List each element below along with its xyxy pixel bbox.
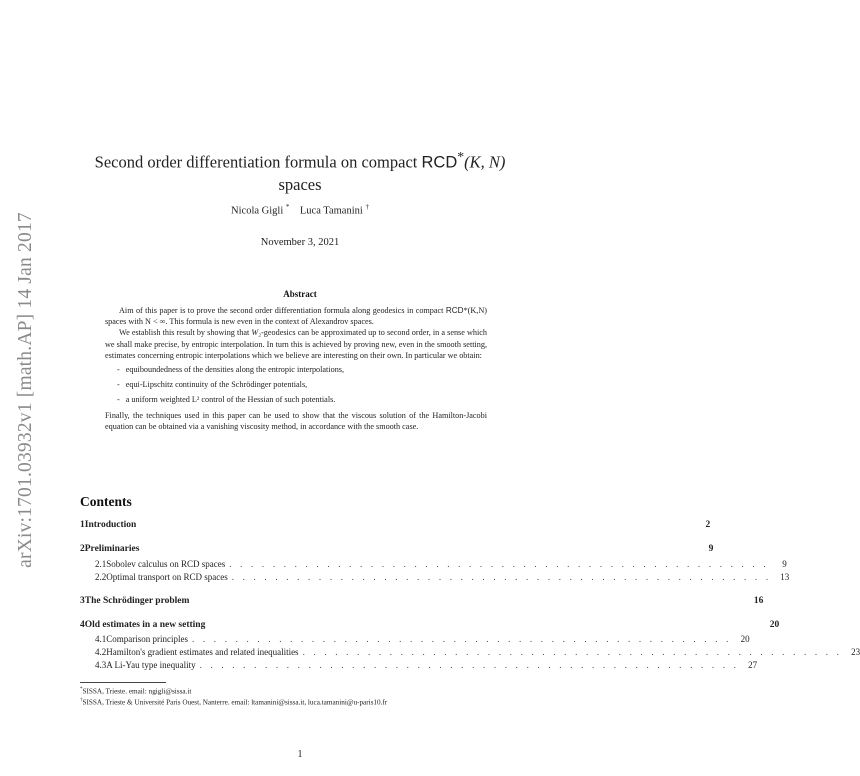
abstract-p2b: -geodesics can be approximated up to second order, in a sense which we shall make precise, by entropic interpolation. In turn this is achieved by proving new, even in the smooth setting, estimates concerning entropic interpolations which we believe are interesting on their own. In particular we obtain: xyxy=(105,328,487,360)
abstract-heading: Abstract xyxy=(283,289,317,299)
footnote-2-text: SISSA, Trieste & Université Paris Ouest, Nanterre. email: ltamanini@sissa.it, luca.tamanini@u-paris10.fr xyxy=(82,698,388,707)
toc-label: A Li-Yau type inequality xyxy=(106,660,196,670)
author-tamanini-mark: † xyxy=(365,203,369,211)
arxiv-identifier: arXiv:1701.03932v1 [math.AP] 14 Jan 2017 xyxy=(15,212,36,568)
toc-page: 20 xyxy=(740,634,750,644)
footnote-1 xyxy=(80,685,530,696)
page-number: 1 xyxy=(297,749,303,760)
toc-page: 9 xyxy=(708,544,714,554)
abstract-p1a: Aim of this paper is to prove the second order differentiation formula along geodesics in compact xyxy=(119,306,446,315)
toc-leader: . . . . . . . . . . . . . . . . . . . . . . . . . . . . . . . . . . . . . . . . . . . . . . . . . . xyxy=(199,660,740,670)
paper-title xyxy=(60,146,540,195)
toc-label: Old estimates in a new setting xyxy=(84,620,206,630)
toc-leader: . . . . . . . . . . . . . . . . . . . . . . . . . . . . . . . . . . . . . . . . . . . . . . . . . . xyxy=(192,634,732,644)
title-star: * xyxy=(457,149,465,164)
abstract-paragraph-3: Finally, the techniques used in this paper can be used to show that the viscous solution of the Hamilton-Jacobi equation can be obtained via a vanishing viscosity method, in accordance with the smooth case. xyxy=(105,410,487,431)
abstract-p1-rcd: RCD xyxy=(445,306,464,315)
list-item: - equi-Lipschitz continuity of the Schrödinger potentials, xyxy=(117,380,308,390)
toc-page: 20 xyxy=(769,620,780,630)
toc-number: 3 xyxy=(80,596,85,606)
abstract-w2: W₂ xyxy=(251,328,262,338)
toc-entry-2-2[interactable] xyxy=(80,572,790,582)
abstract-body xyxy=(105,305,487,432)
toc-entry-4-1[interactable] xyxy=(80,634,750,644)
toc-page: 23 xyxy=(851,647,860,657)
toc-number: 2 xyxy=(80,544,85,554)
toc-label: Comparison principles xyxy=(106,634,188,644)
author-tamanini: Luca Tamanini xyxy=(299,205,363,217)
footnotes xyxy=(80,685,530,708)
paper-date: November 3, 2021 xyxy=(260,237,340,248)
author-gigli: Nicola Gigli xyxy=(231,205,284,217)
toc-number: 4.3 xyxy=(95,660,107,670)
toc-page: 16 xyxy=(753,596,764,606)
toc-entry-4-2[interactable] xyxy=(80,647,860,657)
abstract-bullet-list xyxy=(105,364,487,406)
toc-number: 4.2 xyxy=(95,647,107,657)
toc-page: 2 xyxy=(705,520,711,530)
toc-label: Preliminaries xyxy=(84,544,140,554)
toc-entry-1[interactable] xyxy=(80,520,711,530)
footnote-1-text: SISSA, Trieste. email: ngigli@sissa.it xyxy=(82,687,192,696)
title-rcd: RCD xyxy=(421,153,458,172)
toc-entry-2[interactable] xyxy=(80,544,714,554)
abstract-paragraph-1 xyxy=(105,305,487,327)
toc-label: Sobolev calculus on RCD spaces xyxy=(106,559,226,569)
toc-number: 4 xyxy=(80,620,85,630)
toc-label: The Schrödinger problem xyxy=(84,596,190,606)
list-item: - equiboundedness of the densities along the entropic interpolations, xyxy=(117,365,345,375)
toc-page: 13 xyxy=(780,572,790,582)
toc-number: 2.2 xyxy=(95,572,107,582)
bullet-text: a uniform weighted L² control of the Hessian of such potentials. xyxy=(125,395,336,405)
toc-leader: . . . . . . . . . . . . . . . . . . . . . . . . . . . . . . . . . . . . . . . . . . . . . . . . . . xyxy=(231,572,772,582)
title-args: (K, N) xyxy=(464,152,506,172)
list-item: - a uniform weighted L² control of the Hessian of such potentials. xyxy=(117,395,336,405)
author-list xyxy=(0,203,600,217)
toc-label: Introduction xyxy=(84,520,137,530)
bullet-text: equi-Lipschitz continuity of the Schrödinger potentials, xyxy=(125,380,308,390)
toc-leader: . . . . . . . . . . . . . . . . . . . . . . . . . . . . . . . . . . . . . . . . . . . . . . . . . . xyxy=(302,647,843,657)
toc-number: 1 xyxy=(80,520,85,530)
footnote-divider xyxy=(80,682,166,683)
toc-entry-2-1[interactable] xyxy=(80,559,787,569)
title-prefix: Second order differentiation formula on compact xyxy=(94,152,422,172)
toc-leader: . . . . . . . . . . . . . . . . . . . . . . . . . . . . . . . . . . . . . . . . . . . . . . . . . . xyxy=(229,559,769,569)
author-gigli-mark: * xyxy=(285,203,290,211)
abstract-p2a: We establish this result by showing that xyxy=(119,328,252,338)
bullet-text: equiboundedness of the densities along the entropic interpolations, xyxy=(125,365,345,375)
toc-entry-4[interactable] xyxy=(80,620,780,630)
toc-label: Optimal transport on RCD spaces xyxy=(106,572,228,582)
toc-number: 4.1 xyxy=(95,634,107,644)
footnote-1-mark: * xyxy=(80,687,83,692)
toc-entry-4-3[interactable] xyxy=(80,660,758,670)
contents-heading: Contents xyxy=(80,494,132,509)
toc-page: 27 xyxy=(748,660,758,670)
toc-label: Hamilton's gradient estimates and related inequalities xyxy=(106,647,299,657)
toc-entry-3[interactable] xyxy=(80,596,764,606)
title-line2: spaces xyxy=(278,174,322,194)
footnote-2 xyxy=(80,696,530,707)
toc-page: 9 xyxy=(782,559,787,569)
footnote-2-mark: † xyxy=(80,698,83,704)
abstract-p1b: *(K,N) spaces with N < ∞. This formula is new even in the context of Alexandrov spaces. xyxy=(105,306,487,327)
toc-number: 2.1 xyxy=(95,559,107,569)
abstract-paragraph-2 xyxy=(105,327,487,361)
